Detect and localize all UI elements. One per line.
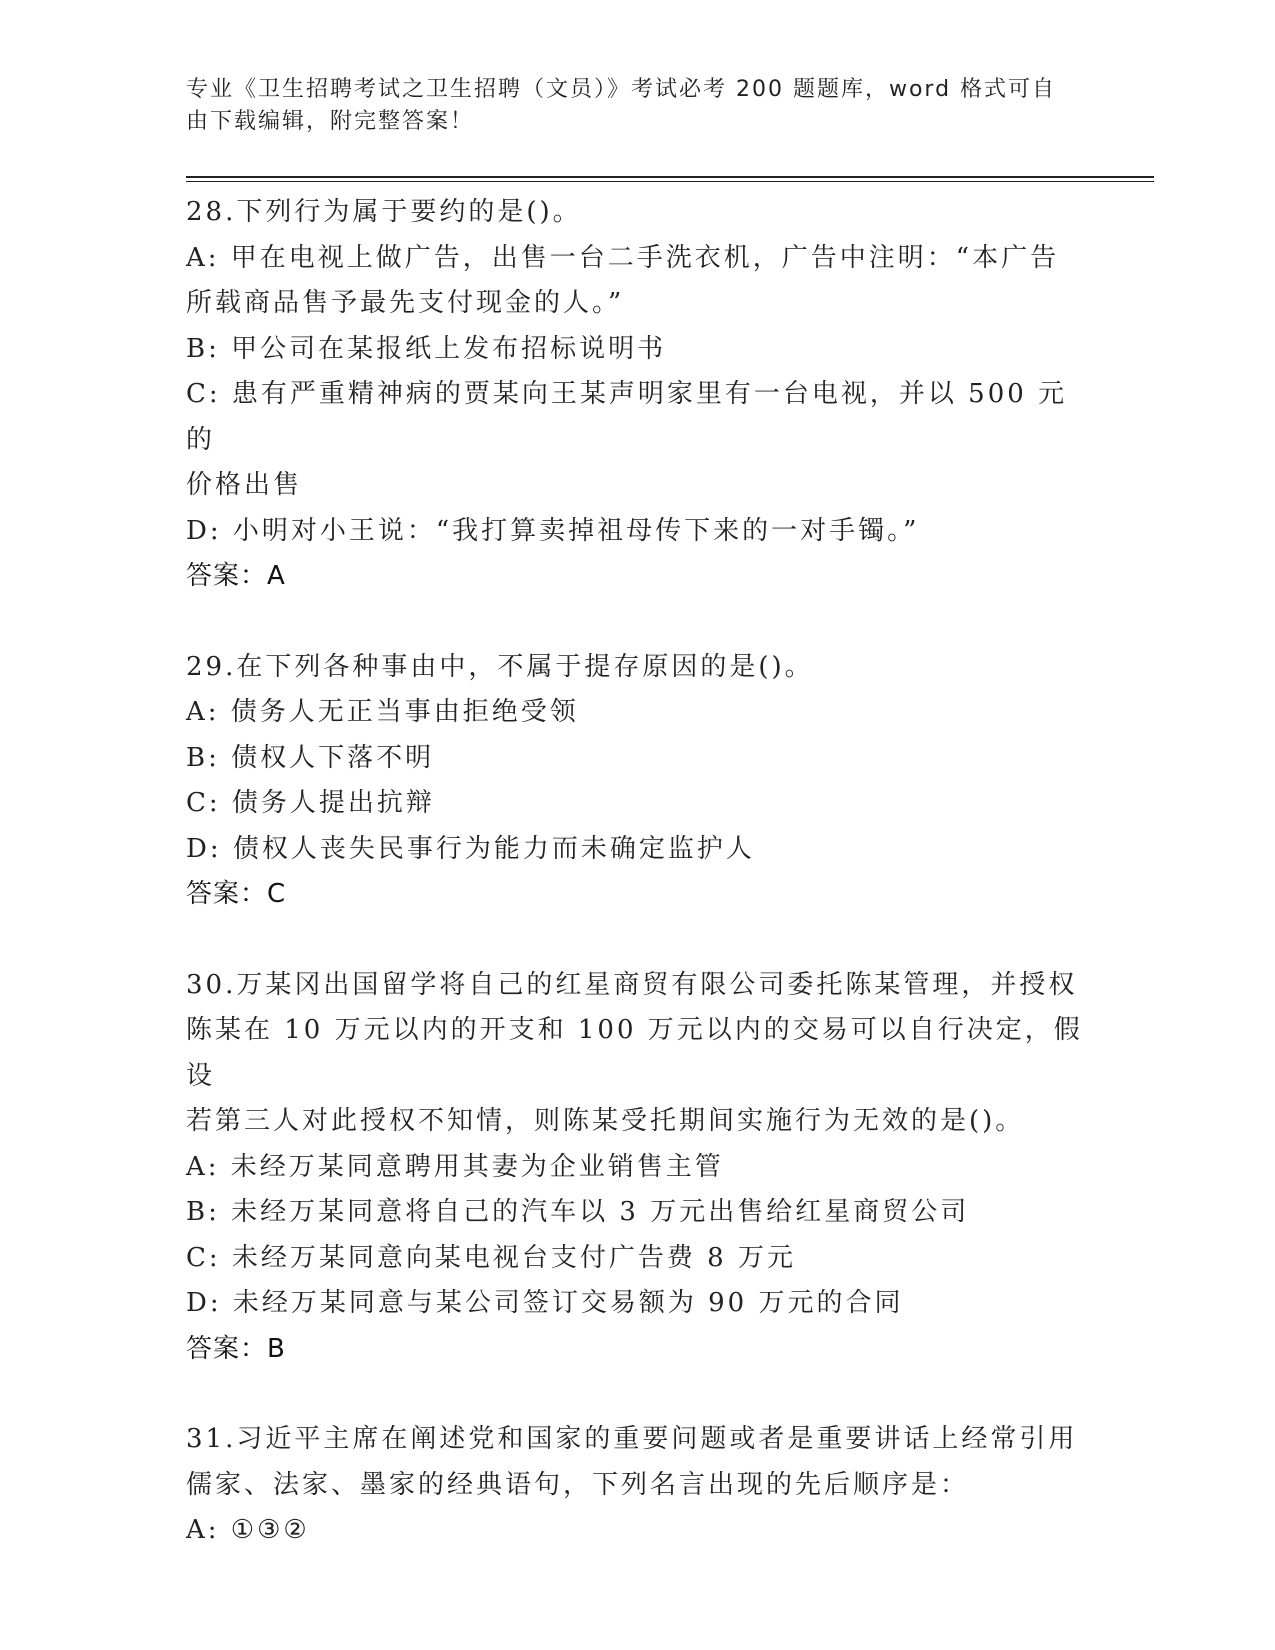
document-header [186,74,1066,138]
option-a: A: 债务人无正当事由拒绝受领 [186,697,579,727]
option-b: B: 甲公司在某报纸上发布招标说明书 [186,333,667,364]
question-stem: 30.万某冈出国留学将自己的红星商贸有限公司委托陈某管理，并授权 [186,969,1078,1000]
question-stem-continued: 若第三人对此授权不知情，则陈某受托期间实施行为无效的是()。 [186,1106,1025,1136]
option-c-continued: 价格出售 [186,470,303,500]
option-a-continued: 所载商品售予最先支付现金的人。” [186,288,625,318]
answer: 答案：B [186,1333,286,1364]
option-a: A: ①③② [186,1515,310,1545]
header-divider-thick [186,176,1154,178]
option-d: D: 小明对小王说：“我打算卖掉祖母传下来的一对手镯。” [186,515,920,546]
question-stem-continued: 儒家、法家、墨家的经典语句，下列名言出现的先后顺序是： [186,1469,970,1500]
option-a: A: 未经万某同意聘用其妻为企业销售主管 [186,1151,724,1182]
header-line-2: 由下载编辑，附完整答案！ [186,109,475,134]
option-c: C: 债务人提出抗辩 [186,788,435,818]
header-divider-thin [186,181,1154,182]
header-line-1: 专业《卫生招聘考试之卫生招聘（文员）》考试必考 200 题题库，word 格式可自 [186,77,1057,102]
option-b: B: 债权人下落不明 [186,742,435,773]
answer: 答案：C [186,879,287,909]
option-d: D: 未经万某同意与某公司签订交易额为 90 万元的合同 [186,1288,904,1318]
question-list [186,190,1086,1599]
question-stem: 31.习近平主席在阐述党和国家的重要问题或者是重要讲话上经常引用 [186,1424,1078,1454]
question-28 [186,190,1086,600]
option-a: A: 甲在电视上做广告，出售一台二手洗衣机，广告中注明：“本广告 [186,242,1060,273]
question-31 [186,1417,1086,1554]
question-stem-continued: 陈某在 10 万元以内的开支和 100 万元以内的交易可以自行决定，假设 [186,1015,1083,1091]
option-c: C: 未经万某同意向某电视台支付广告费 8 万元 [186,1242,796,1273]
option-d: D: 债权人丧失民事行为能力而未确定监护人 [186,833,755,864]
option-b: B: 未经万某同意将自己的汽车以 3 万元出售给红星商贸公司 [186,1197,970,1227]
question-29 [186,645,1086,918]
question-stem: 29.在下列各种事由中，不属于提存原因的是()。 [186,651,814,682]
option-c: C: 患有严重精神病的贾某向王某声明家里有一台电视，并以 500 元的 [186,379,1068,455]
answer: 答案：A [186,561,286,591]
question-30 [186,963,1086,1373]
question-stem: 28.下列行为属于要约的是()。 [186,197,582,227]
